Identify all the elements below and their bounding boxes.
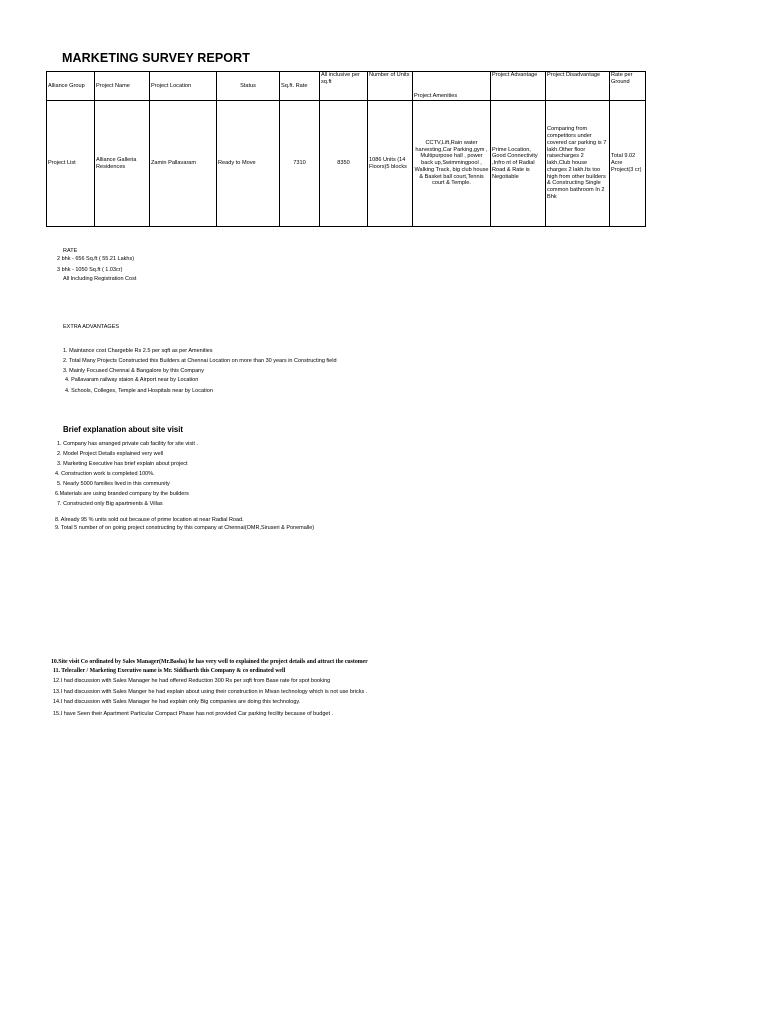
brief-item: 9. Total 5 number of on going project constructing by this company at Chennai(OMR,Siruseri & Ponemalle): [55, 525, 315, 531]
cell-alliance-group: Project List: [47, 101, 95, 227]
brief-item: 4. Construction work is completed 100%.: [55, 471, 155, 477]
brief-item: 15.I have Seen their Apartment Particular Compact Phase has not provided Car parking fecility because of budget .: [53, 711, 334, 717]
cell-project-name: Alliance Galleria Residences: [95, 101, 150, 227]
extra-advantage-item: 3. Mainly Focused Chennai & Bangalore by this Company: [63, 368, 204, 374]
cell-number-of-units: 1086 Units (14 Floors)5 blocks: [368, 101, 413, 227]
brief-item: 14.I had discussion with Sales Manager he had explain only Big companies are doing this technology.: [53, 699, 301, 705]
rate-line-2bhk: 2 bhk - 656 Sq.ft ( 55.21 Lakhs): [57, 256, 135, 262]
cell-project-disadvantage: Comparing from competitors under covered car parking is 7 lakh.Other floor raisecharges 2 lakh,Club house charges 2 lakh.Its too high from other builders & Constructing Single common bathroom In 2 Bhk: [546, 101, 610, 227]
cell-all-inclusive: 8350: [320, 101, 368, 227]
header-project-advantage: Project Advantage: [491, 72, 546, 101]
brief-item: 6.Materials are using branded company by the builders: [55, 491, 189, 497]
brief-item: 7. Constructed only Big apartments & Villas: [57, 501, 163, 507]
table-header-row: [47, 72, 646, 101]
extra-advantages-heading: EXTRA ADVANTAGES: [63, 324, 120, 330]
rate-line-3bhk: 3 bhk - 1050 Sq.ft ( 1.03cr): [57, 267, 123, 273]
brief-item: 8. Already 95 % units sold out because of prime location at near Radial Road.: [55, 517, 244, 523]
cell-sqft-rate: 7310: [280, 101, 320, 227]
cell-project-amenities: CCTV,Lift,Rain water harvesting,Car Parking,gym , Multipurpose hall , power back up,Swimmingpool , Walking Track, big club house & Basket ball court,Tennis court & Temple.: [413, 101, 491, 227]
header-number-of-units: Number of Units: [368, 72, 413, 101]
cell-project-advantage: Prime Location, Good Connectivity ,Infro nt of Radial Road & Rate is Negotiable: [491, 101, 546, 227]
header-project-name: Project Name: [95, 72, 150, 101]
header-project-disadvantage: Project Disadvantage: [546, 72, 610, 101]
brief-item: 5. Nearly 5000 families lived in this community: [57, 481, 170, 487]
cell-rate-per-ground: Total 9.02 Acre Project(3 cr): [610, 101, 646, 227]
header-project-location: Project Location: [150, 72, 217, 101]
brief-item: 12.I had discussion with Sales Manager he had offered Reduction 300 Rs per sqft from Base rate for spot booking: [53, 678, 331, 684]
rate-heading: RATE: [63, 248, 78, 254]
header-project-amenities: Project Amenities: [413, 72, 491, 101]
table-row: [47, 101, 646, 227]
brief-item-site-visit: 10.Site visit Co ordinated by Sales Manager(Mr.Basha) he has very well to explained the project details and attract the customer: [51, 659, 368, 665]
extra-advantage-item: 4. Schools, Colleges, Temple and Hospitals near by Location: [65, 388, 213, 394]
brief-item: 13.I had discussion with Sales Manger he had explain about using their construction in Mivan technology which is not use bricks .: [53, 689, 368, 695]
cell-status: Ready to Move: [217, 101, 280, 227]
cell-project-location: Zamin Pallavaram: [150, 101, 217, 227]
brief-explanation-heading: Brief explanation about site visit: [63, 425, 184, 434]
header-rate-per-ground: Rate per Ground: [610, 72, 646, 101]
header-sqft-rate: Sq.ft. Rate: [280, 72, 320, 101]
rate-line-registration: All Including Registration Cost: [63, 276, 137, 282]
header-all-inclusive: All inclusive per sq.ft: [320, 72, 368, 101]
report-title: MARKETING SURVEY REPORT: [62, 51, 250, 65]
header-status: Status: [217, 72, 280, 101]
survey-table: [46, 71, 646, 227]
brief-item: 3. Marketing Executive has brief explain about project: [57, 461, 188, 467]
extra-advantage-item: 2. Total Many Projects Constructed this Builders at Chennai Location on more than 30 years in Constructing field: [63, 358, 337, 364]
header-alliance-group: Alliance Group: [47, 72, 95, 101]
extra-advantage-item: 4. Pallavaram railway staion & Airport near by Location: [65, 377, 199, 383]
brief-item-telecaller: 11. Telecaller / Marketing Executive name is Mr. Siddharth this Company & co ordinated well: [53, 668, 286, 674]
brief-item: 2. Model Project Details explained very well: [57, 451, 164, 457]
extra-advantage-item: 1. Maintance cost Chargeble Rs 2.5 per sqft as per Amenities: [63, 348, 213, 354]
brief-item: 1. Company has arranged private cab facility for site visit .: [57, 441, 198, 447]
